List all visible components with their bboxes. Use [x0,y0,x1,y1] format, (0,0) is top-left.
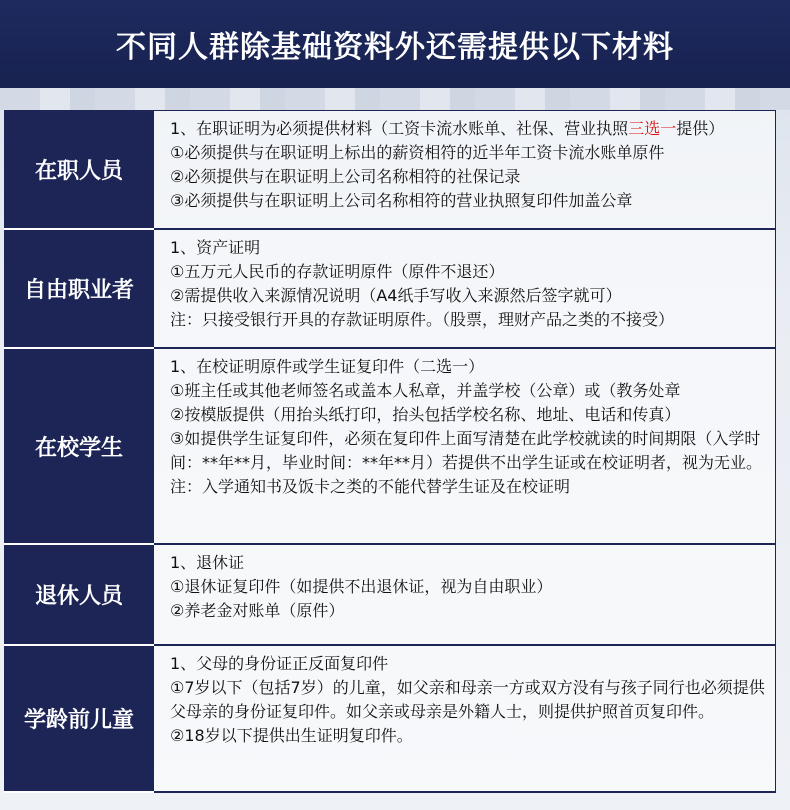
table-row-employed [4,111,776,230]
content-line: 1、在校证明原件或学生证复印件（二选一） [170,357,485,376]
content-line: 1、在职证明为必须提供材料（工资卡流水账单、社保、营业执照三选一提供） [170,119,725,138]
table-row-retired [4,545,776,646]
row-content [154,111,776,228]
decorative-strip [0,88,790,110]
content-line: 注：入学通知书及饭卡之类的不能代替学生证及在校证明 [170,477,571,496]
highlight-text: 三选一 [628,119,677,138]
row-label: 在校学生 [4,349,154,545]
content-line: 1、父母的身份证正反面复印件 [170,654,389,673]
content-line: ①7岁以下（包括7岁）的儿童，如父亲和母亲一方或双方没有与孩子同行也必须提供父母亲的身份证复印件。如父亲或母亲是外籍人士，则提供护照首页复印件。 [170,678,765,721]
row-label: 自由职业者 [4,230,154,349]
content-line: ②按模版提供（用抬头纸打印，抬头包括学校名称、地址、电话和传真） [170,405,681,424]
table-row-student [4,349,776,545]
table-row-freelancer [4,230,776,349]
content-line: ③必须提供与在职证明上公司名称相符的营业执照复印件加盖公章 [170,191,633,210]
header-banner [0,0,790,88]
content-line: ③如提供学生证复印件，必须在复印件上面写清楚在此学校就读的时间期限（入学时间：**年**月，毕业时间：**年**月）若提供不出学生证或在校证明者，视为无业。 [170,429,763,472]
content-line: ①必须提供与在职证明上标出的薪资相符的近半年工资卡流水账单原件 [170,143,665,162]
content-line: ②需提供收入来源情况说明（A4纸手写收入来源然后签字就可） [170,286,622,305]
row-content [154,646,776,791]
row-label: 学龄前儿童 [4,646,154,793]
content-line: 注：只接受银行开具的存款证明原件。（股票，理财产品之类的不接受） [170,310,675,329]
content-line: ①五万元人民币的存款证明原件（原件不退还） [170,262,505,281]
row-content [154,349,776,543]
row-content [154,545,776,644]
content-line: ①班主任或其他老师签名或盖本人私章，并盖学校（公章）或（教务处章 [170,381,681,400]
table-row-preschool [4,646,776,793]
row-content [154,230,776,347]
content-line: ①退休证复印件（如提供不出退休证，视为自由职业） [170,577,553,596]
row-label: 在职人员 [4,111,154,230]
content-line: ②必须提供与在职证明上公司名称相符的社保记录 [170,167,521,186]
materials-table [4,110,776,793]
content-line: ②18岁以下提供出生证明复印件。 [170,726,413,745]
content-line: 1、资产证明 [170,238,261,257]
content-line: 1、退休证 [170,553,245,572]
page-title: 不同人群除基础资料外还需提供以下材料 [116,30,674,65]
content-line: ②养老金对账单（原件） [170,601,345,620]
row-label: 退休人员 [4,545,154,646]
